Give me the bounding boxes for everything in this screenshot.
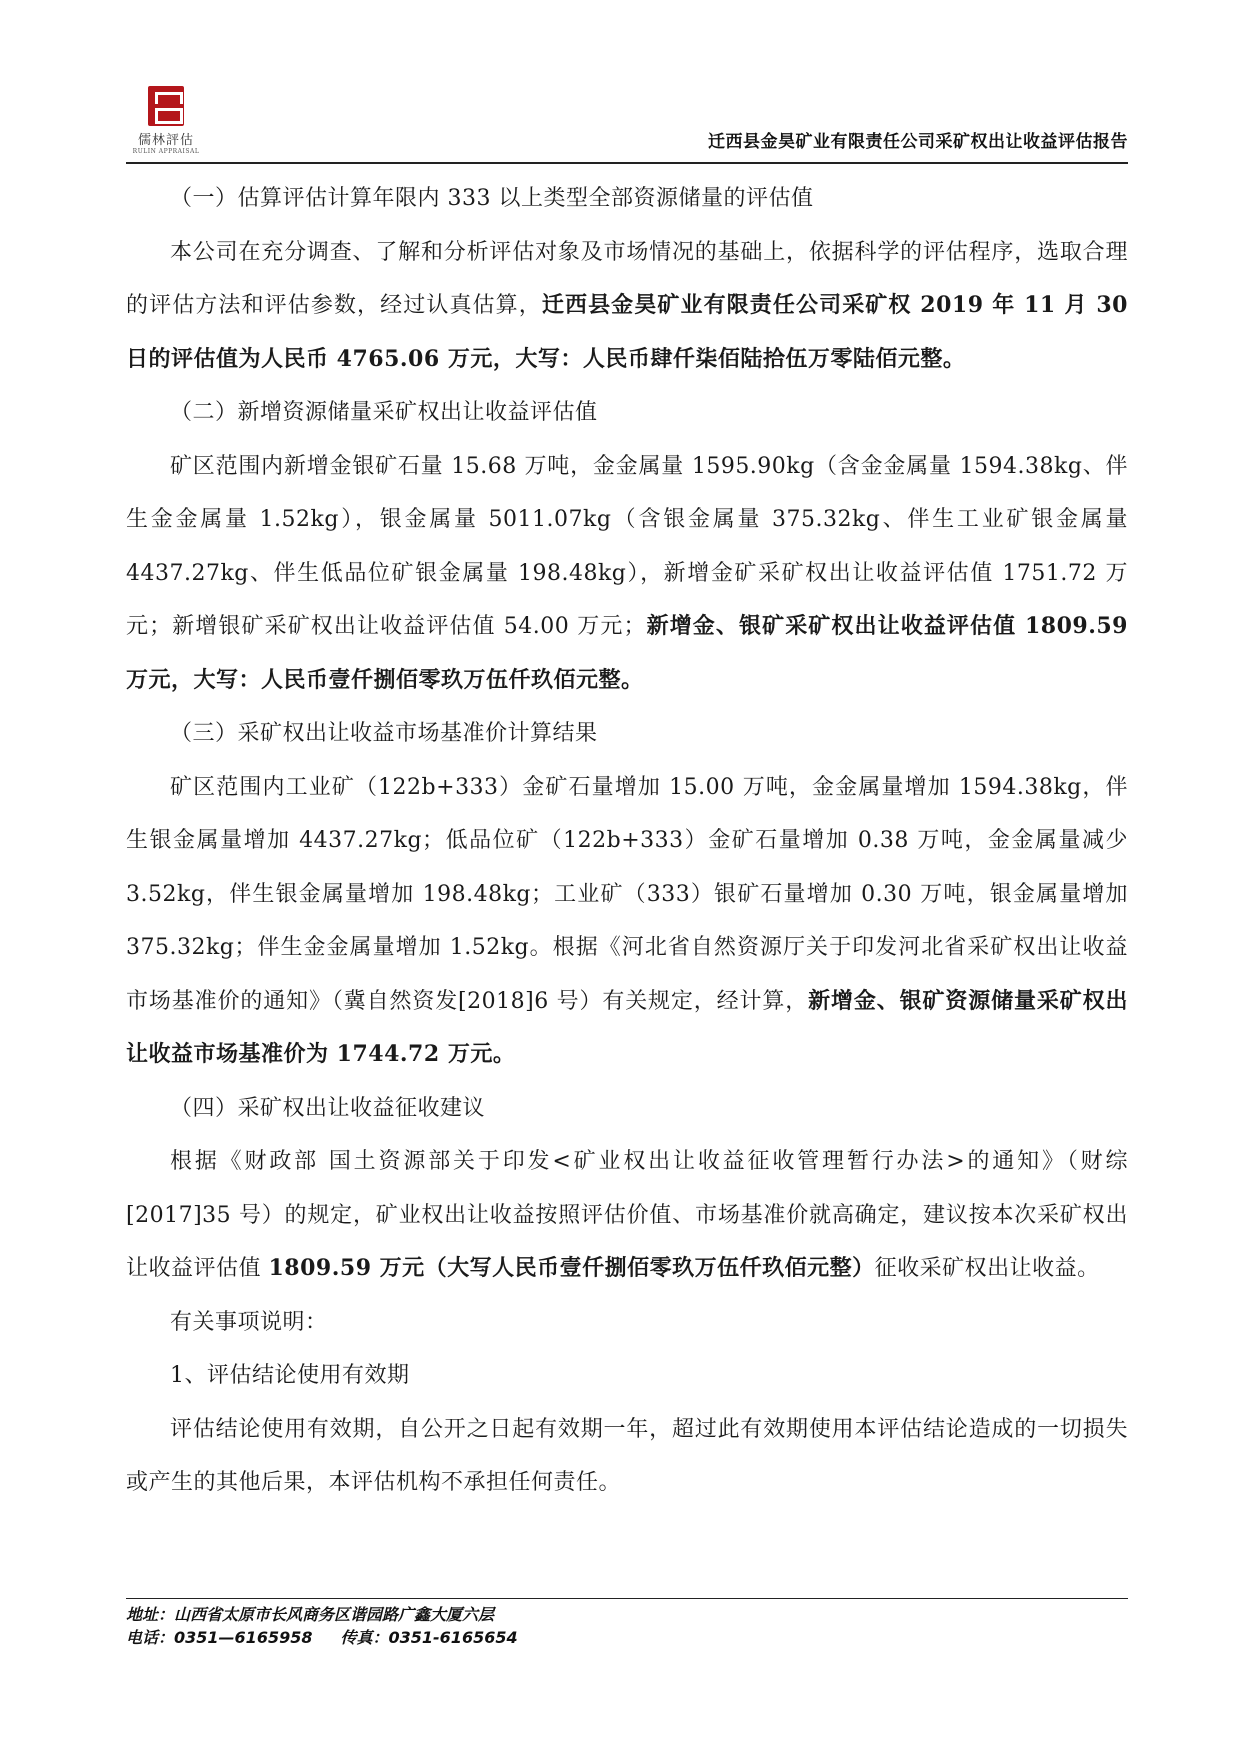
section-1-paragraph [126, 226, 1128, 387]
logo-text-en: RULIN APPRAISAL [132, 148, 200, 155]
note-1-heading: 1、评估结论使用有效期 [170, 1363, 410, 1388]
section-4-conclusion: 1809.59 万元（大写人民币壹仟捌佰零玖万伍仟玖佰元整） [268, 1255, 875, 1281]
fax-value: 0351-6165654 [388, 1628, 518, 1647]
footer-address [126, 1603, 1128, 1626]
section-4-heading: （四）采矿权出让收益征收建议 [170, 1095, 486, 1121]
section-3-conclusion: 新增金、银矿资源储量采矿权出让收益市场基准价为 1744.72 万元。 [126, 987, 1128, 1067]
notes-heading: 有关事项说明： [170, 1309, 328, 1335]
report-body [126, 172, 1128, 1510]
section-4-text-2: 征收采矿权出让收益。 [874, 1256, 1100, 1281]
section-1-text: 本公司在充分调查、了解和分析评估对象及市场情况的基础上，依据科学的评估程序，选取合理的评估方法和评估参数，经过认真估算， [126, 239, 1128, 318]
section-1-conclusion: 迁西县金昊矿业有限责任公司采矿权 2019 年 11 月 30 日的评估值为人民币 4765.06 万元，大写：人民币肆仟柒佰陆拾伍万零陆佰元整。 [126, 292, 1128, 372]
page-header [126, 86, 1128, 164]
logo-text-cn: 儒林評估 [137, 133, 194, 148]
section-3-heading: （三）采矿权出让收益市场基准价计算结果 [170, 721, 598, 746]
section-2-heading: （二）新增资源储量采矿权出让收益评估值 [170, 400, 598, 425]
phone-label: 电话： [126, 1628, 175, 1647]
phone-value: 0351—6165958 [174, 1628, 313, 1647]
footer-divider [126, 1598, 1128, 1599]
page-footer [126, 1598, 1128, 1649]
section-1-heading: （一）估算评估计算年限内 333 以上类型全部资源储量的评估值 [170, 186, 814, 211]
logo-mark-icon [148, 86, 184, 126]
company-logo [126, 86, 206, 158]
note-1-paragraph: 评估结论使用有效期，自公开之日起有效期一年，超过此有效期使用本评估结论造成的一切损失或产生的其他后果，本评估机构不承担任何责任。 [126, 1416, 1128, 1495]
section-2-text: 矿区范围内新增金银矿石量 15.68 万吨，金金属量 1595.90kg（含金金属量 1594.38kg、伴生金金属量 1.52kg），银金属量 5011.07kg（含银金属量 375.32kg、伴生工业矿银金属量 4437.27kg、伴生低品位矿银金属量 198.48kg），新增金矿采矿权出让收益评估值 1751.72 万元；新增银矿采矿权出让收益评估值 54.00 万元； [126, 453, 1128, 639]
section-3-paragraph [126, 761, 1128, 1082]
footer-contact [126, 1626, 1128, 1649]
section-4-paragraph [126, 1135, 1128, 1296]
report-title: 迁西县金昊矿业有限责任公司采矿权出让收益评估报告 [708, 132, 1128, 152]
section-3-text: 矿区范围内工业矿（122b+333）金矿石量增加 15.00 万吨，金金属量增加 1594.38kg，伴生银金属量增加 4437.27kg；低品位矿（122b+333）金矿石量增加 0.38 万吨，金金属量减少 3.52kg，伴生银金属量增加 198.48kg；工业矿（333）银矿石量增加 0.30 万吨，银金属量增加 375.32kg；伴生金金属量增加 1.52kg。根据《河北省自然资源厅关于印发河北省采矿权出让收益市场基准价的通知》（冀自然资发[2018]6 号）有关规定，经计算， [126, 774, 1128, 1014]
section-2-conclusion: 新增金、银矿采矿权出让收益评估值 1809.59 万元，大写：人民币壹仟捌佰零玖万伍仟玖佰元整。 [126, 613, 1128, 693]
section-4-text-1: 根据《财政部 国土资源部关于印发<矿业权出让收益征收管理暂行办法>的通知》（财综[2017]35 号）的规定，矿业权出让收益按照评估价值、市场基准价就高确定，建议按本次采矿权出让收益评估值 [126, 1149, 1128, 1281]
fax-label: 传真： [340, 1628, 389, 1647]
header-divider [126, 162, 1128, 164]
section-2-paragraph [126, 440, 1128, 708]
address-value: 山西省太原市长风商务区谐园路广鑫大厦六层 [174, 1605, 495, 1624]
address-label: 地址： [126, 1605, 175, 1624]
